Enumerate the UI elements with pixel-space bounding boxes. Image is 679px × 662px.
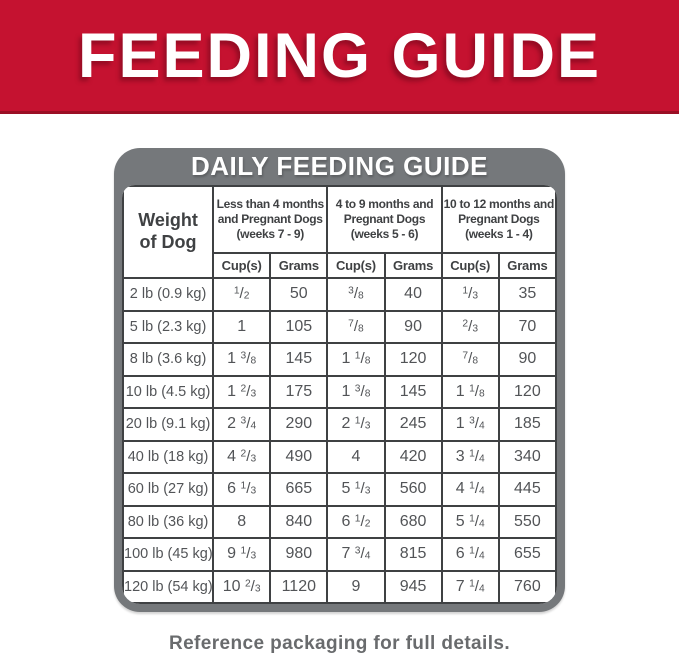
grams-cell: 655: [499, 538, 556, 571]
grams-header-1: Grams: [270, 253, 327, 278]
cups-cell: 1 $^2$/3: [213, 376, 270, 409]
grams-cell: 245: [385, 408, 442, 441]
footer-note: Reference packaging for full details.: [168, 633, 511, 654]
grams-cell: 90: [385, 311, 442, 344]
weight-cell: 8 lb (3.6 kg): [123, 343, 213, 376]
table-row: [123, 506, 556, 539]
cups-cell: 1 $^1$/8: [442, 376, 499, 409]
cups-cell: $^7$/8: [327, 311, 384, 344]
cups-cell: 1 $^3$/4: [442, 408, 499, 441]
cups-cell: 9 $^1$/3: [213, 538, 270, 571]
daily-feeding-guide-card: [114, 148, 565, 612]
cups-cell: 7 $^1$/4: [442, 571, 499, 604]
feeding-guide-banner: [0, 0, 679, 114]
grams-cell: 815: [385, 538, 442, 571]
cups-cell: 5 $^1$/3: [327, 473, 384, 506]
table-row: [123, 408, 556, 441]
weight-cell: 40 lb (18 kg): [123, 441, 213, 474]
weight-of-dog-header: Weight of Dog: [123, 186, 213, 278]
cups-cell: 1 $^3$/8: [327, 376, 384, 409]
grams-cell: 120: [499, 376, 556, 409]
cups-cell: $^1$/3: [442, 278, 499, 311]
grams-cell: 290: [270, 408, 327, 441]
cups-cell: 8: [213, 506, 270, 539]
cups-cell: 1 $^1$/8: [327, 343, 384, 376]
cups-cell: 1 $^3$/8: [213, 343, 270, 376]
grams-cell: 50: [270, 278, 327, 311]
cups-cell: 6 $^1$/4: [442, 538, 499, 571]
grams-cell: 840: [270, 506, 327, 539]
table-row: [123, 278, 556, 311]
grams-cell: 665: [270, 473, 327, 506]
grams-cell: 105: [270, 311, 327, 344]
banner-title: FEEDING GUIDE: [77, 20, 602, 91]
grams-cell: 175: [270, 376, 327, 409]
grams-cell: 70: [499, 311, 556, 344]
weight-cell: 5 lb (2.3 kg): [123, 311, 213, 344]
age-group-header-2: 4 to 9 months and Pregnant Dogs (weeks 5 - 6): [327, 186, 441, 253]
grams-cell: 120: [385, 343, 442, 376]
cups-cell: 3 $^1$/4: [442, 441, 499, 474]
weight-cell: 10 lb (4.5 kg): [123, 376, 213, 409]
grams-cell: 145: [270, 343, 327, 376]
grams-cell: 340: [499, 441, 556, 474]
grams-cell: 145: [385, 376, 442, 409]
cups-cell: 7 $^3$/4: [327, 538, 384, 571]
cups-cell: 10 $^2$/3: [213, 571, 270, 604]
grams-cell: 35: [499, 278, 556, 311]
feeding-table: [122, 185, 557, 604]
weight-cell: 60 lb (27 kg): [123, 473, 213, 506]
table-row: [123, 343, 556, 376]
weight-cell: 20 lb (9.1 kg): [123, 408, 213, 441]
grams-cell: 420: [385, 441, 442, 474]
age-group-header-3: 10 to 12 months and Pregnant Dogs (weeks 1 - 4): [442, 186, 556, 253]
table-title: DAILY FEEDING GUIDE: [191, 151, 488, 181]
grams-cell: 550: [499, 506, 556, 539]
cups-cell: 4: [327, 441, 384, 474]
grams-cell: 445: [499, 473, 556, 506]
grams-cell: 680: [385, 506, 442, 539]
cups-cell: $^3$/8: [327, 278, 384, 311]
feeding-table-panel: [122, 185, 557, 604]
grams-cell: 560: [385, 473, 442, 506]
cups-cell: 5 $^1$/4: [442, 506, 499, 539]
grams-cell: 945: [385, 571, 442, 604]
cups-header-3: Cup(s): [442, 253, 499, 278]
cups-header-1: Cup(s): [213, 253, 270, 278]
cups-cell: 9: [327, 571, 384, 604]
weight-cell: 120 lb (54 kg): [123, 571, 213, 604]
grams-cell: 185: [499, 408, 556, 441]
table-row: [123, 311, 556, 344]
cups-header-2: Cup(s): [327, 253, 384, 278]
cups-cell: 6 $^1$/2: [327, 506, 384, 539]
cups-cell: 1: [213, 311, 270, 344]
grams-cell: 1120: [270, 571, 327, 604]
grams-cell: 760: [499, 571, 556, 604]
age-group-header-row: [123, 186, 556, 253]
grams-cell: 90: [499, 343, 556, 376]
weight-cell: 80 lb (36 kg): [123, 506, 213, 539]
weight-cell: 100 lb (45 kg): [123, 538, 213, 571]
cups-cell: $^2$/3: [442, 311, 499, 344]
table-row: [123, 538, 556, 571]
grams-cell: 40: [385, 278, 442, 311]
cups-cell: 2 $^3$/4: [213, 408, 270, 441]
table-row: [123, 473, 556, 506]
table-body: [123, 278, 556, 603]
cups-cell: $^1$/2: [213, 278, 270, 311]
grams-header-2: Grams: [385, 253, 442, 278]
grams-cell: 980: [270, 538, 327, 571]
weight-cell: 2 lb (0.9 kg): [123, 278, 213, 311]
grams-cell: 490: [270, 441, 327, 474]
grams-header-3: Grams: [499, 253, 556, 278]
cups-cell: 2 $^1$/3: [327, 408, 384, 441]
cups-cell: 6 $^1$/3: [213, 473, 270, 506]
cups-cell: $^7$/8: [442, 343, 499, 376]
age-group-header-1: Less than 4 months and Pregnant Dogs (weeks 7 - 9): [213, 186, 327, 253]
cups-cell: 4 $^1$/4: [442, 473, 499, 506]
table-row: [123, 571, 556, 604]
table-row: [123, 376, 556, 409]
cups-cell: 4 $^2$/3: [213, 441, 270, 474]
table-row: [123, 441, 556, 474]
